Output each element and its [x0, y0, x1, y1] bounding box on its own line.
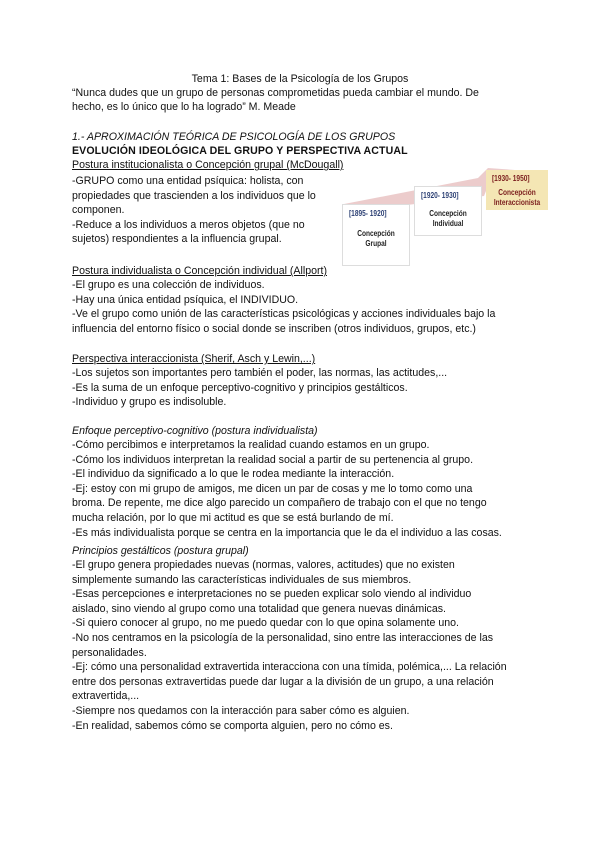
document-title: Tema 1: Bases de la Psicología de los Grupos [191, 73, 409, 85]
timeline-step-3 [486, 170, 548, 210]
section-heading: 1.- APROXIMACIÓN TEÓRICA DE PSICOLOGÍA DE LOS GRUPOS [72, 131, 396, 143]
principios-line: -Ej: cómo una personalidad extravertida interacciona con una tímida, polémica,... La relación [72, 661, 507, 674]
individualista-line: -Hay una única entidad psíquica, el INDIVIDUO. [72, 293, 299, 306]
interaccionista-line: -Individuo y grupo es indisoluble. [72, 396, 227, 409]
section-subheading: EVOLUCIÓN IDEOLÓGICA DEL GRUPO Y PERSPECTIVA ACTUAL [72, 145, 408, 157]
principios-body [72, 558, 528, 733]
institucional-title: Postura institucionalista o Concepción grupal (McDougall) [72, 159, 344, 171]
timeline-step-1 [342, 204, 410, 266]
principios-line: aislado, sino viendo al grupo como una totalidad que genera nuevas dinámicas. [72, 602, 446, 615]
principios-line: -El grupo genera propiedades nuevas (normas, valores, actitudes) que no existen [72, 559, 455, 571]
principios-line: simplemente sumando las características individuales de sus miembros. [72, 573, 412, 586]
principios-line: -Si quiero conocer al grupo, no me puedo quedar con lo que opina solamente uno. [72, 617, 459, 630]
individualista-line: -Ve el grupo como unión de las características psicológicas y acciones individuales bajo la [72, 308, 496, 321]
enfoque-line: -Ej: estoy con mi grupo de amigos, me dicen un par de cosas y me lo tomo como una [72, 482, 473, 495]
principios-line: -Siempre nos quedamos con la interacción para saber cómo es alguien. [72, 704, 410, 717]
timeline-step-2 [414, 186, 482, 236]
enfoque-line: broma. De repente, me dice algo parecido un compañero de trabajo con el que no tengo [72, 497, 487, 510]
individualista-body [72, 278, 528, 336]
timeline-step-2-label: Concepción Individual [429, 209, 467, 228]
enfoque-line: -Cómo percibimos e interpretamos la realidad cuando estamos en un grupo. [72, 439, 430, 451]
interaccionista-line: -Es la suma de un enfoque perceptivo-cognitivo y principios gestálticos. [72, 381, 408, 394]
timeline-step-3-years: [1930- 1950] [492, 174, 530, 183]
individualista-title: Postura individualista o Concepción individual (Allport) [72, 265, 327, 277]
enfoque-line: mucha relación, por lo que mi actitud es que se está burlando de mí. [72, 511, 394, 524]
timeline-step-2-years: [1920- 1930] [421, 191, 459, 200]
interaccionista-title: Perspectiva interaccionista (Sherif, Asch y Lewin,...) [72, 353, 316, 365]
principios-line: -No nos centramos en la psicología de la personalidad, sino entre las interacciones de las [72, 631, 494, 644]
timeline-step-1-years: [1895- 1920] [349, 209, 387, 218]
individualista-line: influencia del entorno físico o social donde se inscriben (otros individuos, grupos, etc.) [72, 322, 476, 335]
institucional-body [72, 174, 352, 247]
principios-title: Principios gestálticos (postura grupal) [72, 545, 249, 557]
principios-line: personalidades. [72, 646, 147, 659]
institucional-line: propiedades que trascienden a los individuos que lo [72, 189, 316, 202]
interaccionista-body [72, 366, 528, 410]
enfoque-title: Enfoque perceptivo-cognitivo (postura individualista) [72, 425, 318, 437]
enfoque-line: -Cómo los individuos interpretan la realidad social a partir de su pertenencia al grupo. [72, 453, 474, 466]
individualista-line: -El grupo es una colección de individuos. [72, 279, 265, 291]
enfoque-body [72, 438, 528, 540]
quote-line-1: “Nunca dudes que un grupo de personas comprometidas pueda cambiar el mundo. De [72, 87, 479, 99]
principios-line: -Esas percepciones e interpretaciones no se pueden explicar solo viendo al individuo [72, 588, 472, 601]
principios-line: entre dos personas extravertidas puede dar lugar a la división de un grupo, a una relación [72, 675, 494, 688]
timeline-step-1-label: Concepción Grupal [357, 229, 395, 248]
principios-line: extravertida,... [72, 690, 140, 703]
interaccionista-line: -Los sujetos son importantes pero también el poder, las normas, las actitudes,... [72, 367, 448, 379]
timeline-figure [338, 166, 550, 266]
enfoque-line: -El individuo da significado a lo que le rodea mediante la interacción. [72, 468, 395, 481]
institucional-line: -Reduce a los individuos a meros objetos (que no [72, 218, 305, 231]
institucional-line: -GRUPO como una entidad psíquica: holista, con [72, 175, 304, 187]
enfoque-line: -Es más individualista porque se centra en la importancia que le da el individuo a las cosas. [72, 526, 502, 539]
institucional-line: sujetos) respondientes a la influencia grupal. [72, 233, 282, 246]
principios-line: -En realidad, sabemos cómo se comporta alguien, pero no cómo es. [72, 719, 393, 732]
quote-line-2: hecho, es lo único que lo ha logrado” M. Meade [72, 101, 296, 113]
timeline-step-3-label: Concepción Interaccionista [493, 188, 541, 207]
institucional-line: componen. [72, 204, 125, 217]
